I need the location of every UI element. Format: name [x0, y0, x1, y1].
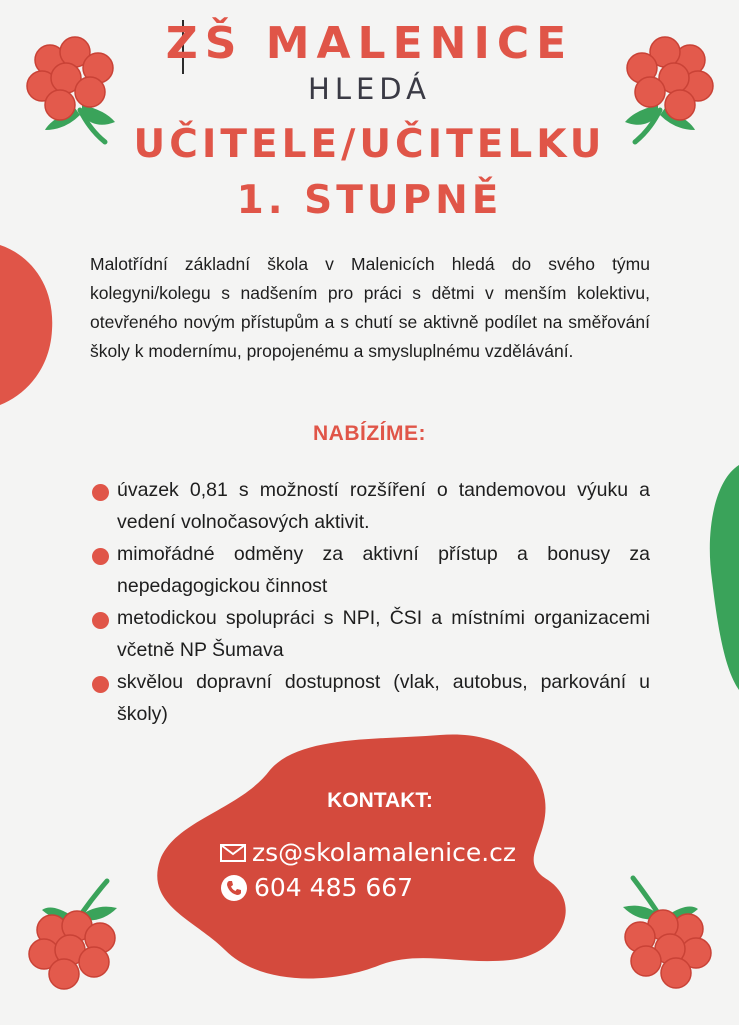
school-name: ZŠ MALENICE: [165, 18, 574, 69]
raspberry-icon-bottom-left: [22, 878, 122, 993]
right-green-blob: [710, 465, 739, 690]
contact-phone-row[interactable]: [220, 873, 413, 902]
contact-email[interactable]: zs@skolamalenice.cz: [252, 838, 517, 867]
offer-list: [92, 474, 650, 730]
position-title: UČITELE/UČITELKU: [133, 122, 606, 167]
left-red-blob: [0, 245, 52, 405]
contact-phone[interactable]: 604 485 667: [254, 873, 414, 902]
offer-item-text: skvělou dopravní dostupnost (vlak, autobus, parkování u školy): [117, 671, 650, 725]
list-item: [92, 538, 650, 602]
headline-verb: HLEDÁ: [308, 72, 431, 106]
phone-icon: [220, 874, 248, 902]
list-item: [92, 474, 650, 538]
intro-paragraph: Malotřídní základní škola v Malenicích hledá do svého týmu kolegyni/kolegu s nadšením pro práci s dětmi v menším kolektivu, otevřeného novým přístupům a s chutí se aktivně podílet na směřování školy k modernímu, propojenému a smysluplnému vzdělávání.: [90, 254, 650, 361]
level-title: 1. STUPNĚ: [236, 178, 503, 223]
bullet-dot-icon: [92, 484, 109, 501]
raspberry-icon-bottom-right: [618, 875, 718, 990]
envelope-icon: [220, 843, 246, 863]
offer-item-text: úvazek 0,81 s možností rozšíření o tandemovou výuku a vedení volnočasových aktivit.: [117, 479, 650, 533]
bullet-dot-icon: [92, 676, 109, 693]
bullet-dot-icon: [92, 548, 109, 565]
offer-item-text: metodickou spolupráci s NPI, ČSI a místními organizacemi včetně NP Šumava: [117, 607, 650, 661]
offer-heading: NABÍZÍME:: [313, 422, 426, 445]
contact-heading: KONTAKT:: [327, 789, 433, 812]
list-item: [92, 602, 650, 666]
contact-email-row[interactable]: [220, 838, 516, 867]
offer-item-text: mimořádné odměny za aktivní přístup a bonusy za nepedagogickou činnost: [117, 543, 650, 597]
bullet-dot-icon: [92, 612, 109, 629]
list-item: [92, 666, 650, 730]
